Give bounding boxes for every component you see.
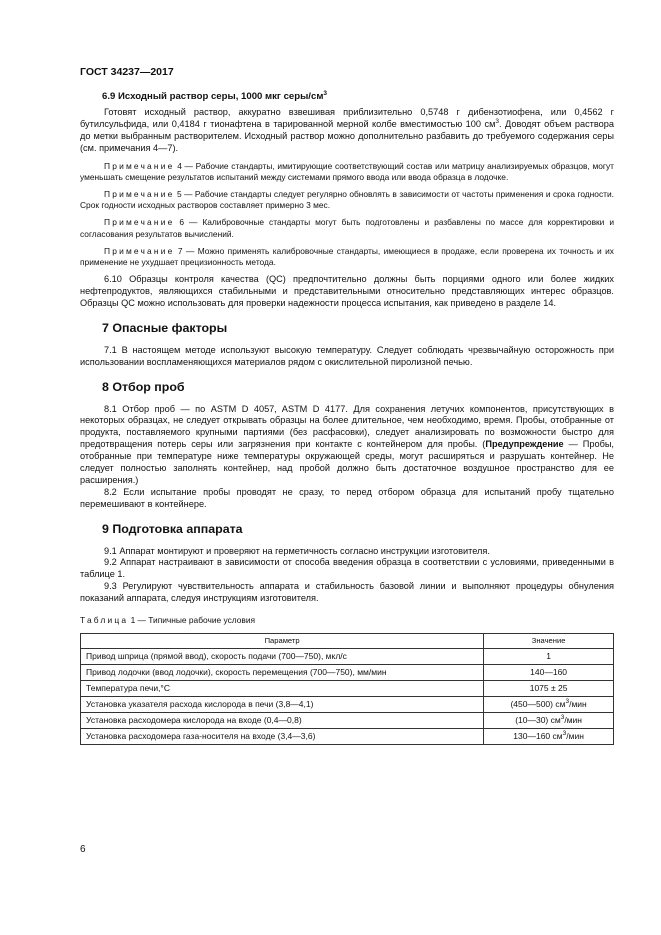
value-cell: 140—160 [484,665,614,681]
section-7-1-paragraph: 7.1 В настоящем методе используют высокую температуру. Следует соблюдать чрезвычайную осторожность при использовании воспламеняющихся материалов рядом с окислительной пиролизной печью. [80,344,614,367]
table-row [81,649,614,665]
table-row [81,713,614,729]
value-cell: (10—30) $см^3$/мин [484,713,614,729]
section-9-1-paragraph: 9.1 Аппарат монтируют и проверяют на герметичность согласно инструкции изготовителя. [104,545,490,556]
page-number: 6 [80,844,86,855]
param-cell: Температура печи,°С [81,681,484,697]
section-6-10-paragraph: 6.10 Образцы контроля качества (QC) предпочтительно должны быть порциями одного или более жидких нефтепродуктов, являющихся стабильными и представительными относительно представляющих интерес образцов. Образцы QC можно использовать для проверки надежности процесса испытания, как приведено в разделе 14. [80,274,614,308]
param-cell: Установка расходомера кислорода на входе (0,4—0,8) [81,713,484,729]
table-row [81,697,614,713]
section-7-heading: 7 Опасные факторы [102,320,228,335]
section-8-2-paragraph: 8.2 Если испытание пробы проводят не сразу, то перед отбором образца для испытаний пробу тщательно перемешивают в контейнере. [80,486,614,509]
section-6-9-heading: 6.9 Исходный раствор серы, 1000 мкг серы/$см^3$ [102,89,328,102]
section-9-2-paragraph: 9.2 Аппарат настраивают в зависимости от способа введения образца в соответствии с условиями, приведенными в таблице 1. [80,557,614,580]
table-row [81,729,614,745]
note-5: Примечание 5 — Рабочие стандарты следует регулярно обновлять в зависимости от частоты применения и срока годности. Срок годности исходных растворов составляет примерно 3 мес. [80,188,614,211]
section-8-1-paragraph: 8.1 Отбор проб — по ASTM D 4057, ASTM D 4177. Для сохранения летучих компонентов, присутствующих в некоторых образцах, не следует открывать образцы на более длительное, чем необходимо, время. Пробы, отобранные от продукта, поставляемого крупными партиями (без расфасовки), следует анализировать по возможности быстро для предотвращения потерь серы или загрязнения при контакте с контейнером для пробы. (Предупреждение — Пробы, отобранные при температуре ниже температуры окружающей среды, могут расширяться и разрушать контейнер. Не следует полностью заполнять контейнер, над пробой должно быть достаточное воздушное пространство для ее расширения.) [80,403,614,485]
warning-label: Предупреждение [485,439,564,450]
section-8-heading: 8 Отбор проб [102,379,185,394]
param-cell: Привод лодочки (ввод лодочки), скорость перемещения (700—750), мм/мин [81,665,484,681]
value-cell: 1075 ± 25 [484,681,614,697]
section-9-3-paragraph: 9.3 Регулируют чувствительность аппарата и стабильность базовой линии и выполняют процедуры обнуления показаний аппарата, следуя инструкциям изготовителя. [80,581,614,604]
operating-conditions-table [80,633,614,745]
param-cell: Установка расходомера газа-носителя на входе (3,4—3,6) [81,729,484,745]
column-header-parameter: Параметр [81,634,484,649]
table-row [81,665,614,681]
section-9-heading: 9 Подготовка аппарата [102,521,243,536]
value-cell: 1 [484,649,614,665]
document-code: ГОСТ 34237—2017 [80,66,174,78]
note-7: Примечание 7 — Можно применять калибровочные стандарты, имеющиеся в продаже, если проверена их точность и их применение не ухудшает прецизионность метода. [80,245,614,267]
table-row [81,681,614,697]
table-caption: Таблица 1 — Типичные рабочие условия [80,615,256,626]
param-cell: Установка указателя расхода кислорода в печи (3,8—4,1) [81,697,484,713]
table-header-row [81,634,614,649]
section-6-9-paragraph: Готовят исходный раствор, аккуратно взвешивая приблизительно 0,5748 г дибензотиофена, или 0,4562 г бутилсульфида, или 0,4184 г тионафтена в тарированной мерной колбе вместимостью 100 $см^3$. Доводят объем раствора до метки выбранным растворителем. Исходный раствор можно дополнительно разбавить до требуемого содержания серы (см. примечания 4—7). [80,106,614,153]
param-cell: Привод шприца (прямой ввод), скорость подачи (700—750), мкл/с [81,649,484,665]
note-6: Примечание 6 — Калибровочные стандарты могут быть подготовлены и разбавлены по массе для корректировки и согласования результатов вычислений. [80,217,614,239]
page-body [80,88,614,745]
column-header-value: Значение [484,634,614,649]
note-4: Примечание 4 — Рабочие стандарты, имитирующие соответствующий состав или матрицу анализируемых образцов, могут уменьшать смещение результатов испытаний между системами прямого ввода или ввода образца в лодочке. [80,160,614,182]
value-cell: (450—500) $см^3$/мин [484,697,614,713]
value-cell: 130—160 $см^3$/мин [484,729,614,745]
